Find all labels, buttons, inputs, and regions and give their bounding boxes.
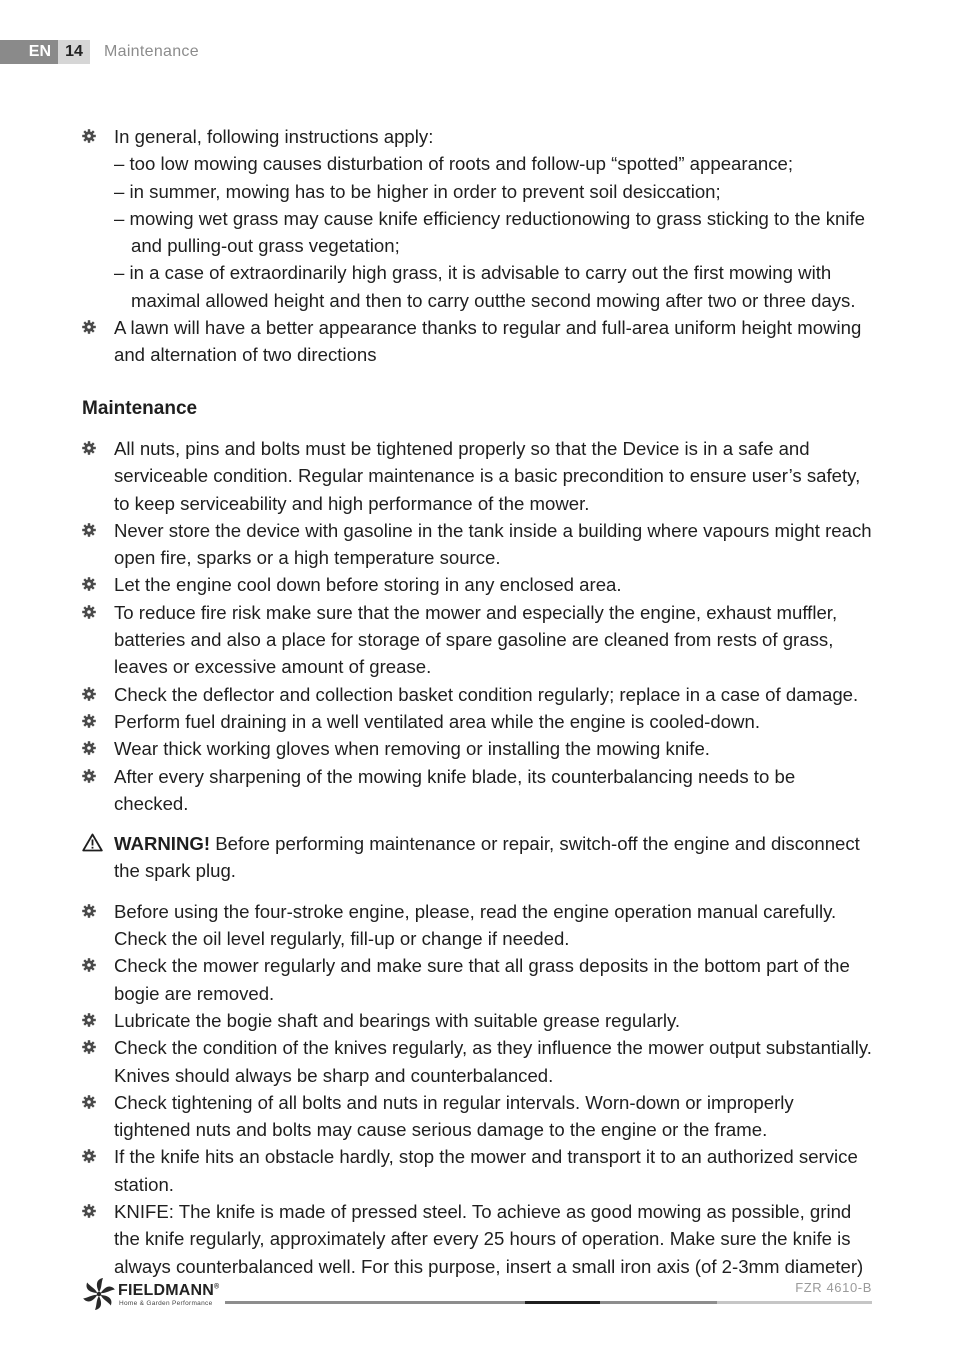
gear-bullet-icon	[82, 523, 96, 537]
list-item-text: Perform fuel draining in a well ventilated area while the engine is cooled-down.	[114, 710, 760, 732]
gear-bullet-icon	[82, 958, 96, 972]
list-item	[82, 1198, 872, 1280]
warning-note	[82, 830, 872, 885]
trademark-symbol: ®	[214, 1283, 220, 1291]
list-item	[82, 1143, 872, 1198]
sub-list-item: – in summer, mowing has to be higher in order to prevent soil desiccation;	[114, 180, 721, 202]
list-item-text: All nuts, pins and bolts must be tightened properly so that the Device is in a safe and serviceable condition. Regular maintenance is a basic precondition to ensure user’s safety, to keep serviceability and high performance of the mower.	[114, 437, 861, 514]
gear-bullet-icon	[82, 741, 96, 755]
page-number: 14	[58, 40, 90, 64]
gear-bullet-icon	[82, 687, 96, 701]
main-content	[82, 123, 872, 1280]
sub-list-item: – in a case of extraordinarily high grass, it is advisable to carry out the first mowing with maximal allowed height and then to carry outthe second mowing after two or three days.	[114, 262, 856, 311]
section-title: Maintenance	[104, 43, 199, 60]
sub-list-item: – mowing wet grass may cause knife efficiency reductionowing to grass sticking to the knife and pulling-out grass vegetation;	[114, 207, 866, 257]
warning-text: Before performing maintenance or repair, switch-off the engine and disconnect the spark plug.	[114, 833, 860, 882]
gear-bullet-icon	[82, 769, 96, 783]
list-item-text: To reduce fire risk make sure that the mower and especially the engine, exhaust muffler, batteries and also a place for storage of spare gasoline are cleaned from rests of grass, leaves or excessive amount of grease.	[114, 601, 838, 678]
warning-label: WARNING!	[114, 833, 211, 855]
brand-tagline: Home & Garden Performance	[119, 1300, 213, 1307]
list-item-text: Lubricate the bogie shaft and bearings with suitable grease regularly.	[114, 1009, 681, 1031]
gear-bullet-icon	[82, 904, 96, 918]
list-item	[82, 898, 872, 953]
footer-rule-segment	[600, 1301, 717, 1304]
list-item	[82, 1089, 872, 1144]
gear-bullet-icon	[82, 577, 96, 591]
footer-rule-segment	[717, 1301, 872, 1304]
list-item	[82, 1007, 872, 1034]
gear-bullet-icon	[82, 1040, 96, 1054]
gear-bullet-icon	[82, 605, 96, 619]
list-item-text: KNIFE: The knife is made of pressed steel. To achieve as good mowing as possible, grind the knife regularly, approximately after every 25 hours of operation. Make sure the knife is always counterbalanced well. For this purpose, insert a small iron axis (of 2-3mm diameter)	[114, 1200, 864, 1277]
maintenance-list-continued	[82, 898, 872, 1280]
gear-bullet-icon	[82, 1204, 96, 1218]
list-item	[82, 314, 872, 369]
list-item-text: A lawn will have a better appearance thanks to regular and full-area uniform height mowing and alternation of two directions	[114, 317, 862, 366]
list-item	[82, 763, 872, 818]
list-item-text: In general, following instructions apply:	[114, 126, 434, 147]
list-item	[82, 1034, 872, 1089]
list-item-text: Before using the four-stroke engine, please, read the engine operation manual carefully. Check the oil level regularly, fill-up or change if needed.	[114, 900, 837, 950]
page-header	[0, 40, 199, 64]
list-item	[82, 708, 872, 735]
list-item-text: Check the condition of the knives regularly, as they influence the mower output substantially. Knives should always be sharp and counterbalanced.	[114, 1037, 872, 1086]
gear-bullet-icon	[82, 129, 96, 143]
footer-rule-segment	[525, 1301, 600, 1304]
list-item-text: Let the engine cool down before storing in any enclosed area.	[114, 574, 622, 596]
list-item-text: Never store the device with gasoline in the tank inside a building where vapours might reach open fire, sparks or a high temperature source.	[114, 519, 872, 569]
list-item	[82, 517, 872, 572]
list-item-text: If the knife hits an obstacle hardly, stop the mower and transport it to an authorized service station.	[114, 1146, 858, 1195]
gear-bullet-icon	[82, 1095, 96, 1109]
brand-logo	[118, 1282, 219, 1300]
list-item	[82, 599, 872, 681]
sub-list-item: – too low mowing causes disturbation of roots and follow-up “spotted” appearance;	[114, 153, 794, 175]
gear-bullet-icon	[82, 320, 96, 334]
list-item	[82, 435, 872, 517]
gear-bullet-icon	[82, 714, 96, 728]
gear-bullet-icon	[82, 441, 96, 455]
list-item-text: After every sharpening of the mowing knife blade, its counterbalancing needs to be checked.	[114, 765, 796, 814]
footer-rule-segment	[225, 1301, 525, 1304]
brand-name: FIELDMANN	[118, 1282, 215, 1299]
list-item	[82, 123, 872, 150]
language-tag: EN	[0, 40, 58, 64]
fieldmann-fan-logo-icon	[82, 1277, 116, 1311]
sub-list	[82, 150, 872, 314]
warning-triangle-icon	[82, 833, 103, 852]
gear-bullet-icon	[82, 1149, 96, 1163]
maintenance-list	[82, 435, 872, 817]
list-item	[82, 681, 872, 708]
list-item-text: Wear thick working gloves when removing or installing the mowing knife.	[114, 738, 710, 760]
list-item	[82, 952, 872, 1007]
gear-bullet-icon	[82, 1013, 96, 1027]
list-item-text: Check the deflector and collection basket condition regularly; replace in a case of damage.	[114, 683, 859, 705]
page-footer	[82, 1277, 872, 1317]
model-number: FZR 4610-B	[795, 1280, 872, 1295]
section-heading: Maintenance	[82, 397, 198, 419]
list-item-text: Check the mower regularly and make sure that all grass deposits in the bottom part of the bogie are removed.	[114, 955, 850, 1004]
list-item	[82, 571, 872, 598]
list-item-text: Check tightening of all bolts and nuts in regular intervals. Worn-down or improperly tightened nuts and bolts may cause serious damage to the engine or the frame.	[114, 1091, 794, 1141]
list-item	[82, 735, 872, 762]
